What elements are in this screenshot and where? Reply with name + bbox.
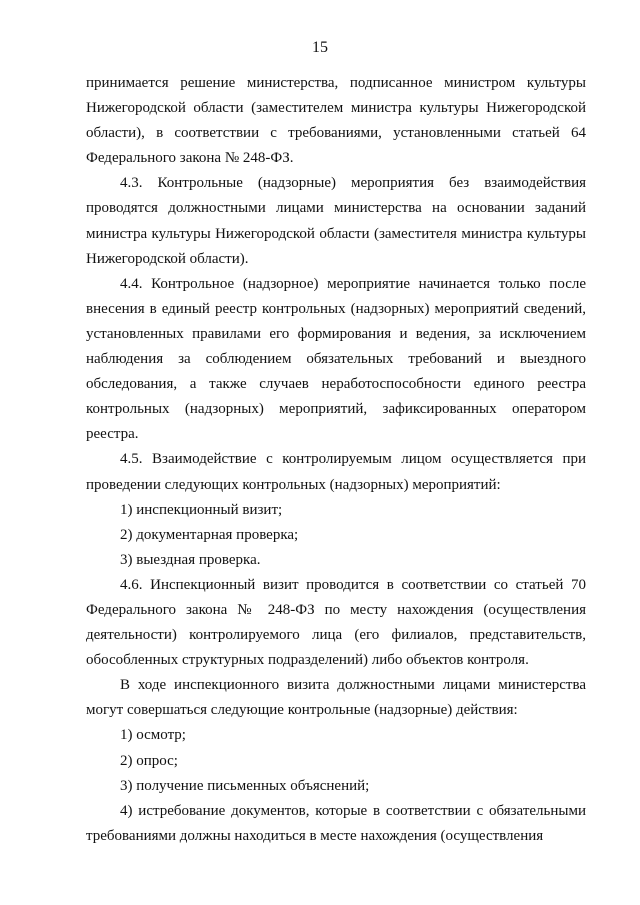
- list-item-field-check: 3) выездная проверка.: [120, 551, 261, 568]
- list-item-document-request: 4) истребование документов, которые в соответствии с обязательными требованиями должны находиться в месте нахождения (осуществления: [86, 802, 586, 844]
- paragraph-4-6: 4.6. Инспекционный визит проводится в соответствии со статьей 70 Федерального закона № 248-ФЗ по месту нахождения (осуществления деятельности) контролируемого лица (его филиалов, представительств, обособленных структурных подразделений) либо объектов контроля.: [86, 576, 586, 669]
- list-item-inspection-visit: 1) инспекционный визит;: [120, 501, 283, 518]
- paragraph-4-4: 4.4. Контрольное (надзорное) мероприятие начинается только после внесения в единый реестр контрольных (надзорных) мероприятий сведений, установленных правилами его формирования и ведения, за исключением наблюдения за соблюдением обязательных требований и выездного обследования, а также случаев неработоспособности единого реестра контрольных (надзорных) мероприятий, зафиксированных оператором реестра.: [86, 275, 586, 443]
- paragraph-4-3: 4.3. Контрольные (надзорные) мероприятия без взаимодействия проводятся должностными лицами министерства на основании заданий министра культуры Нижегородской области (заместителя министра культуры Нижегородской области).: [86, 175, 586, 267]
- paragraph-4-5: 4.5. Взаимодействие с контролируемым лицом осуществляется при проведении следующих контрольных (надзорных) мероприятий:: [86, 451, 586, 493]
- list-item-documentary-check: 2) документарная проверка;: [120, 526, 299, 543]
- list-item-written-explanations: 3) получение письменных объяснений;: [120, 777, 370, 794]
- paragraph-inspection-actions: В ходе инспекционного визита должностными лицами министерства могут совершаться следующие контрольные (надзорные) действия:: [86, 677, 586, 719]
- document-body: [86, 71, 586, 849]
- page-number: 15: [312, 39, 328, 56]
- list-item-interview: 2) опрос;: [120, 752, 178, 769]
- list-item-examination: 1) осмотр;: [120, 727, 186, 744]
- paragraph-continuation: принимается решение министерства, подписанное министром культуры Нижегородской области (заместителем министра культуры Нижегородской области), в соответствии с требованиями, установленными статьей 64 Федерального закона № 248-ФЗ.: [86, 75, 586, 167]
